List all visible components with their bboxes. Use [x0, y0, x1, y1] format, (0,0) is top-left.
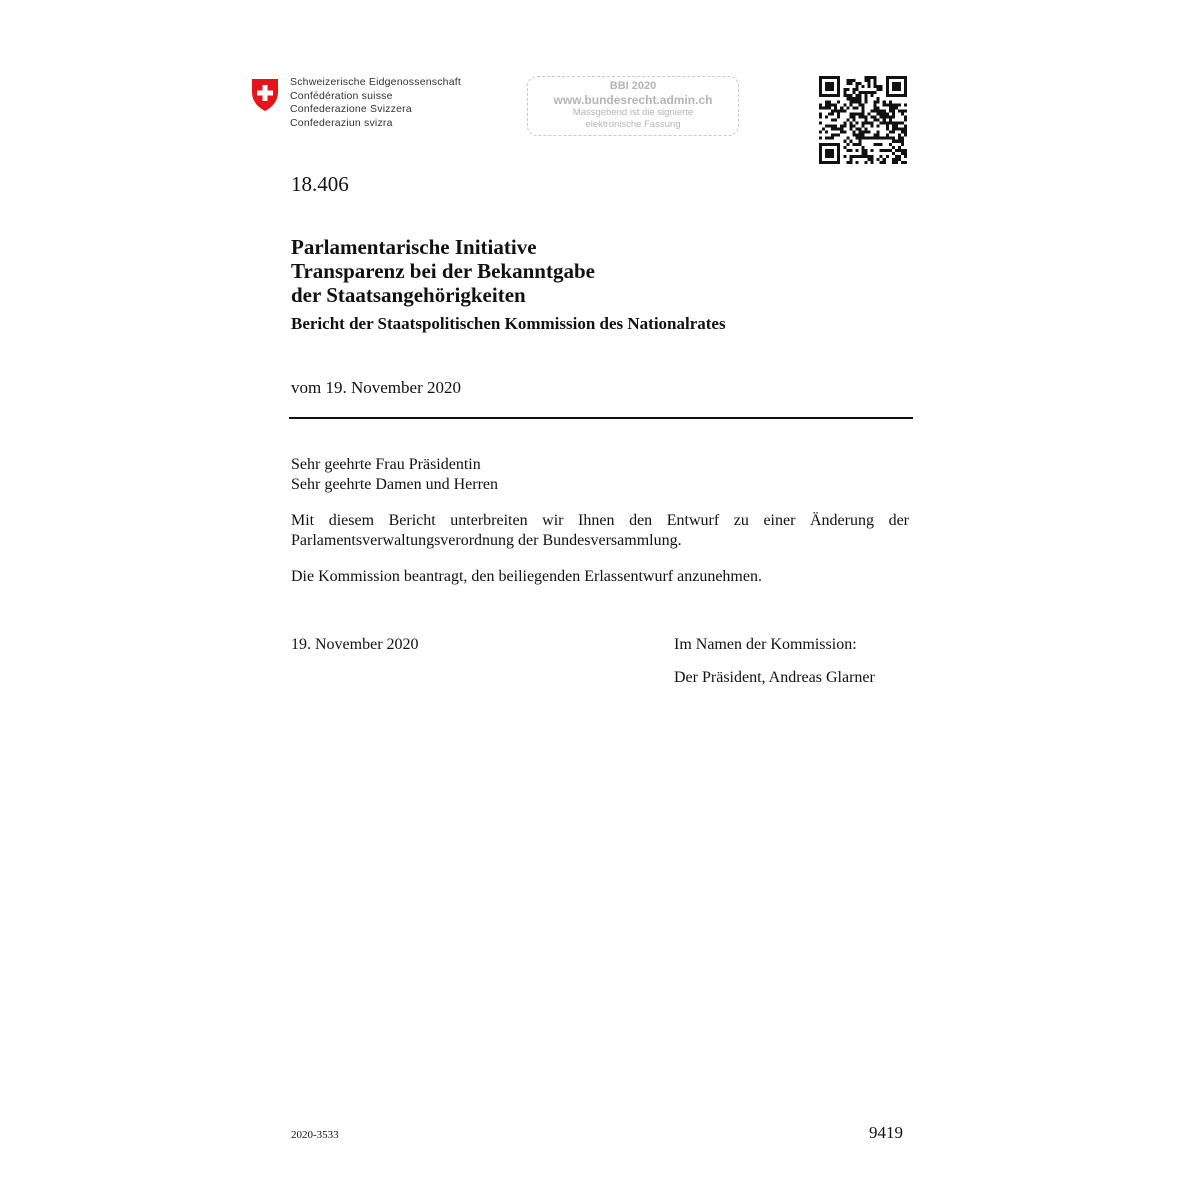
body-paragraph-1: Mit diesem Bericht unterbreiten wir Ihnen den Entwurf zu einer Änderung der Parlamentsverwaltungsverordnung der Bundesversammlung.	[291, 512, 909, 549]
document-date: vom 19. November 2020	[291, 378, 461, 397]
stamp-line-3: Massgebend ist die signierte	[572, 107, 694, 118]
logo-line-it: Confederazione Svizzera	[290, 103, 412, 115]
document-subtitle: Bericht der Staatspolitischen Kommission des Nationalrates	[291, 314, 726, 333]
logo-line-fr: Confédération suisse	[290, 89, 393, 102]
document-title	[291, 235, 911, 334]
salutation-line-1: Sehr geehrte Frau Präsidentin	[291, 456, 481, 473]
footer-code: 2020-3533	[291, 1129, 339, 1141]
logo-line-rm: Confederaziun svizra	[290, 116, 393, 129]
stamp-line-1: BBI 2020	[609, 80, 657, 92]
stamp-line-4: elektronische Fassung	[585, 118, 681, 130]
logo-line-de: Schweizerische Eidgenossenschaft	[290, 76, 461, 88]
confederation-names	[290, 76, 461, 130]
signature-block	[674, 635, 875, 688]
title-line-2: Transparenz bei der Bekanntgabe	[291, 259, 595, 283]
body-paragraph-2: Die Kommission beantragt, den beiliegenden Erlassentwurf anzunehmen.	[291, 568, 762, 585]
salutation-line-2: Sehr geehrte Damen und Herren	[291, 476, 499, 493]
publication-stamp	[527, 76, 739, 136]
signature-line-2: Der Präsident, Andreas Glarner	[674, 669, 875, 686]
page-number: 9419	[869, 1123, 903, 1142]
signature-line-1: Im Namen der Kommission:	[674, 636, 857, 653]
title-line-3: der Staatsangehörigkeiten	[291, 283, 526, 307]
divider	[289, 417, 913, 419]
stamp-url: www.bundesrecht.admin.ch	[553, 93, 713, 107]
federal-logo	[250, 76, 480, 136]
title-line-1: Parlamentarische Initiative	[291, 235, 537, 259]
document-number: 18.406	[291, 172, 349, 196]
qr-code-icon	[819, 76, 907, 164]
swiss-cross-shield-icon	[250, 78, 280, 112]
signature-date: 19. November 2020	[291, 636, 419, 653]
salutation	[291, 455, 498, 495]
